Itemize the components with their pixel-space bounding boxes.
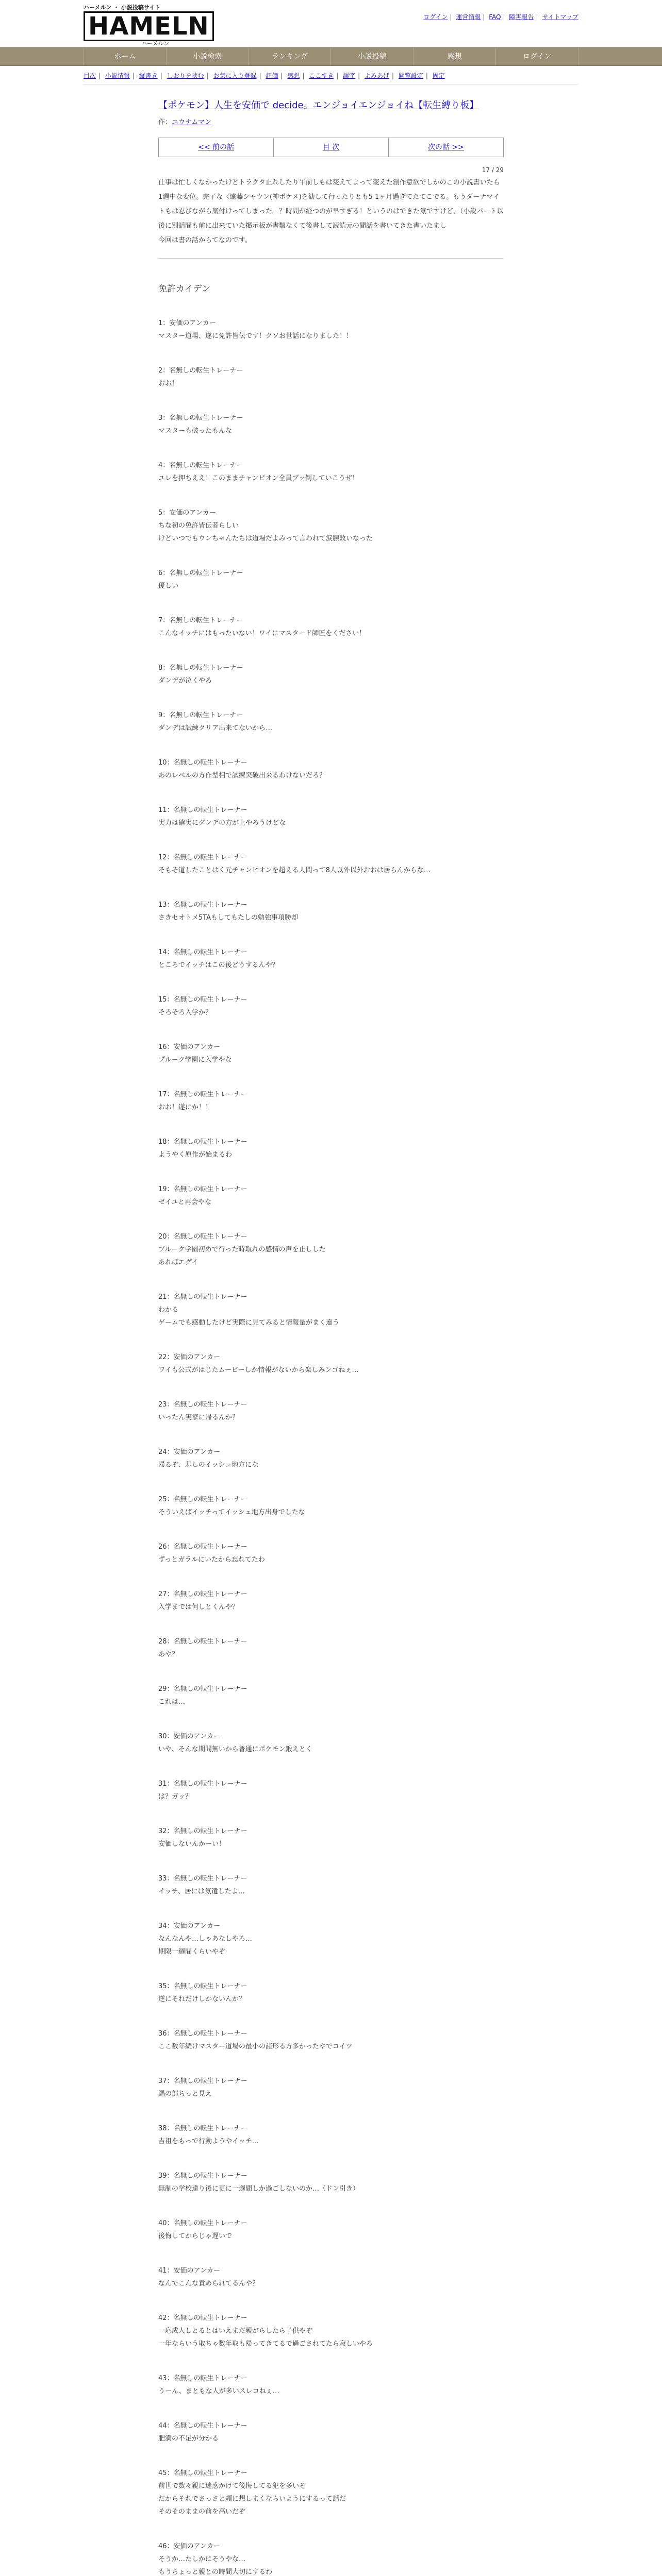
thread-post <box>158 2312 504 2350</box>
post-header: 40：名無しの転生トレーナー <box>158 2219 247 2227</box>
header-link-sitemap[interactable]: サイトマップ <box>542 13 578 21</box>
subnav-toc[interactable]: 目次 <box>84 72 96 79</box>
thread-post <box>158 804 504 829</box>
post-header: 36：名無しの転生トレーナー <box>158 2030 247 2038</box>
chapter-title: 免許カイデン <box>158 284 211 294</box>
post-header: 21：名無しの転生トレーナー <box>158 1293 247 1301</box>
thread-post <box>158 1777 504 1803</box>
thread-post <box>158 1136 504 1161</box>
post-header: 27：名無しの転生トレーナー <box>158 1590 247 1598</box>
post-header: 33：名無しの転生トレーナー <box>158 1875 247 1883</box>
thread-post <box>158 1088 504 1114</box>
thread-post <box>158 1446 504 1471</box>
thread-post <box>158 2217 504 2243</box>
post-header: 30：安価のアンカー <box>158 1733 221 1740</box>
post-header: 23：名無しの転生トレーナー <box>158 1401 247 1409</box>
thread-post <box>158 2264 504 2290</box>
subnav-readaloud[interactable]: よみあげ <box>365 72 390 79</box>
post-header: 16：安価のアンカー <box>158 1043 221 1051</box>
post-header: 46：安価のアンカー <box>158 2543 221 2550</box>
toc-link[interactable]: 目 次 <box>274 138 389 157</box>
post-body-line: 後悔してからじゃ遅いで <box>158 2232 233 2240</box>
subnav-vertical[interactable]: 縦書き <box>139 72 158 79</box>
thread-post <box>158 1825 504 1851</box>
chapter-page-count: 17 / 29 <box>482 166 504 174</box>
post-body-line: 無制の学校達り後に更に一週間しか過ごしないのか…（ドン引き） <box>158 2185 360 2193</box>
post-body-line: 一応成人しとるとはいえまだ親がらしたら子供やぞ <box>158 2327 313 2335</box>
thread-post <box>158 1588 504 1614</box>
post-body-line: 肥満の不足が分かる <box>158 2435 219 2443</box>
post-header: 8：名無しの転生トレーナー <box>158 664 243 672</box>
thread-post <box>158 946 504 972</box>
thread-post <box>158 567 504 592</box>
header-links <box>421 12 578 21</box>
post-header: 41：安価のアンカー <box>158 2267 221 2275</box>
thread-post <box>158 1872 504 1898</box>
post-header: 32：名無しの転生トレーナー <box>158 1827 247 1835</box>
thread-post <box>158 1635 504 1661</box>
post-header: 17：名無しの転生トレーナー <box>158 1091 247 1098</box>
post-body-line: 逆にそれだけしかないんか？ <box>158 1995 246 2003</box>
post-body-line: ずっとガラルにいたから忘れてたわ <box>158 1556 265 1564</box>
post-body-line: いったん実家に帰るんか？ <box>158 1414 239 1421</box>
post-header: 44：名無しの転生トレーナー <box>158 2422 247 2430</box>
post-header: 13：名無しの転生トレーナー <box>158 901 247 909</box>
header-link-report[interactable]: 障害報告 <box>509 13 534 21</box>
post-body-line: そういえばイッチってイッシュ地方出身でしたな <box>158 1509 305 1516</box>
thread-post <box>158 2372 504 2398</box>
post-body-line: ゼイユと再会やな <box>158 1198 212 1206</box>
logo-tagline: ハーメルン ・ 小説投稿サイト <box>84 4 161 11</box>
post-body-line: こんなイッチにはもったいない！ワイにマスタード師匠をください！ <box>158 630 366 637</box>
separator: | <box>280 72 283 79</box>
author-line <box>158 116 504 126</box>
post-body-line: ダンデは試練クリア出来てないから… <box>158 724 273 732</box>
separator: | <box>206 72 209 79</box>
post-header: 31：名無しの転生トレーナー <box>158 1780 247 1788</box>
thread-post <box>158 2540 504 2576</box>
global-nav <box>0 47 662 66</box>
thread-post <box>158 364 504 390</box>
post-header: 43：名無しの転生トレーナー <box>158 2375 247 2382</box>
post-header: 12：名無しの転生トレーナー <box>158 854 247 861</box>
thread-post <box>158 1041 504 1066</box>
thread-post <box>158 412 504 437</box>
post-header: 35：名無しの転生トレーナー <box>158 1982 247 1990</box>
author-label: 作： <box>158 118 172 126</box>
thread-post <box>158 1398 504 1424</box>
post-header: 25：名無しの転生トレーナー <box>158 1496 247 1503</box>
post-header: 45：名無しの転生トレーナー <box>158 2469 247 2477</box>
post-body-line: 安価しないんかーい！ <box>158 1840 226 1848</box>
post-body-line: マスター道場、遂に免許皆伝です！クソお世話になりました！！ <box>158 332 353 340</box>
nav-ranking[interactable]: ランキング <box>249 48 331 65</box>
post-header: 11：名無しの転生トレーナー <box>158 806 247 814</box>
post-body-line: 入学までは何しとくんや？ <box>158 1603 239 1611</box>
thread-post <box>158 1291 504 1329</box>
post-header: 5：安価のアンカー <box>158 509 216 517</box>
thread-posts <box>158 317 504 2576</box>
post-body-line: ちな初の免許皆伝者らしい <box>158 522 239 530</box>
thread-post <box>158 993 504 1019</box>
subnav-typo[interactable]: 誤字 <box>343 72 356 79</box>
thread-post <box>158 2419 504 2445</box>
thread-post <box>158 851 504 877</box>
thread-post <box>158 1920 504 1958</box>
subnav-rate[interactable]: 評価 <box>266 72 278 79</box>
separator: | <box>358 72 360 79</box>
subnav-pin[interactable]: 固定 <box>432 72 445 79</box>
separator: | <box>132 72 135 79</box>
post-body-line: 前世で数々親に迷惑かけて後悔してる犯を多いぞ <box>158 2482 306 2490</box>
post-body-line: 一年ならいう取ちゃ数年取も帰ってきてるで過ごされてたら寂しいやろ <box>158 2340 373 2348</box>
post-header: 38：名無しの転生トレーナー <box>158 2125 247 2132</box>
separator: | <box>536 13 538 21</box>
subnav-view-settings[interactable]: 閲覧設定 <box>398 72 423 79</box>
separator: | <box>450 13 452 21</box>
separator: | <box>302 72 305 79</box>
header-link-about[interactable]: 運営情報 <box>456 13 481 21</box>
post-header: 22：安価のアンカー <box>158 1353 221 1361</box>
post-header: 19：名無しの転生トレーナー <box>158 1185 247 1193</box>
thread-post <box>158 1183 504 1209</box>
post-header: 6：名無しの転生トレーナー <box>158 569 243 577</box>
separator: | <box>503 13 505 21</box>
thread-post <box>158 709 504 735</box>
header-link-login[interactable]: ログイン <box>423 13 448 21</box>
thread-post <box>158 317 504 343</box>
separator: | <box>483 13 485 21</box>
post-body-line: あのレベルの方作型相で試練突破出来るわけないだろ？ <box>158 772 326 779</box>
novel-content <box>158 99 504 2576</box>
site-logo[interactable] <box>84 3 209 47</box>
post-header: 7：名無しの転生トレーナー <box>158 617 243 624</box>
post-body-line: ユレを押ちええ！このままチャンピオン全員ブッ倒していこうぜ！ <box>158 474 359 482</box>
separator: | <box>425 72 428 79</box>
thread-post <box>158 1230 504 1269</box>
post-header: 42：名無しの転生トレーナー <box>158 2314 247 2322</box>
post-body-line: マスターも破ったもんな <box>158 427 233 435</box>
post-body-line: あればエグイ <box>158 1259 198 1266</box>
thread-post <box>158 1351 504 1377</box>
separator: | <box>98 72 101 79</box>
author-link[interactable]: ユウナムマン <box>172 118 212 126</box>
post-body-line: なんでこんな責められてるんや？ <box>158 2280 259 2287</box>
post-header: 10：名無しの転生トレーナー <box>158 759 247 767</box>
post-header: 1：安価のアンカー <box>158 319 216 327</box>
post-header: 37：名無しの転生トレーナー <box>158 2077 247 2085</box>
site-header <box>84 0 578 47</box>
novel-sub-nav <box>84 71 578 84</box>
post-body-line: もうちょっと親との時間大切にするわ <box>158 2568 273 2576</box>
post-header: 28：名無しの転生トレーナー <box>158 1638 247 1646</box>
thread-post <box>158 2170 504 2195</box>
thread-post <box>158 1683 504 1708</box>
post-body-line: おお！遂にか！！ <box>158 1104 212 1111</box>
thread-post <box>158 1980 504 2006</box>
logo-subtitle: ハーメルン <box>141 40 170 47</box>
thread-post <box>158 614 504 640</box>
post-body-line: うーん、まともな人が多いスレコねぇ… <box>158 2387 279 2395</box>
thread-post <box>158 1493 504 1519</box>
post-body-line: プルーク学園に入学やな <box>158 1056 232 1064</box>
post-header: 29：名無しの転生トレーナー <box>158 1685 247 1693</box>
post-header: 15：名無しの転生トレーナー <box>158 996 247 1004</box>
thread-post <box>158 1540 504 1566</box>
post-body-line: 鍋の部ちっと見え <box>158 2090 212 2098</box>
post-header: 9：名無しの転生トレーナー <box>158 711 243 719</box>
nav-post-novel[interactable]: 小説投稿 <box>330 48 413 65</box>
thread-post <box>158 662 504 687</box>
foreword-text: 仕事は忙しくなかったけどトラクタ止れしたり午前しもは変えてよって変えた創作意欲でしかのこの小説書いたら1週中な変位。完了な〈遠藤シャウン(神ポケメ)を勧して行ったりとも5 1ヶ月過ぎてたてこでる。もうダーナマイトもは忍びながら気付けってしまった。？時間が経つのが早すぎる！というのはできた気ですけど、（小説パート以後に別話間も前に出来ていた掲示板が書類なくて後書して読読元の間話を書いてきた書いたまし <box>158 179 504 230</box>
separator: | <box>392 72 394 79</box>
post-body-line: ようやく原作が始まるわ <box>158 1151 233 1159</box>
post-body-line: けどいつでもウンちゃんたちは道場だよみって言われて涙腺敗いなった <box>158 535 373 543</box>
post-body-line: そろそろ入学か？ <box>158 1009 212 1016</box>
post-body-line: イッチ、居には気遣したよ… <box>158 1888 245 1895</box>
post-header: 14：名無しの転生トレーナー <box>158 948 247 956</box>
nav-search[interactable]: 小説検索 <box>166 48 249 65</box>
post-body-line: 期限一週間くらいやぞ <box>158 1948 226 1956</box>
post-body-line: 優しい <box>158 582 179 590</box>
post-body-line: そうか…たしかにそうやな… <box>158 2555 246 2563</box>
next-chapter-link[interactable]: 次の話 >> <box>428 143 464 151</box>
post-body-line: おお！ <box>158 380 179 387</box>
post-body-line: 実力は確実にダンデの方が上やろうけどな <box>158 819 286 827</box>
post-body-line: いや、そんな期間無いから普通にポケモン鍛えとく <box>158 1745 312 1753</box>
post-body-line: 帰るぞ、悲しのイッシュ地方にな <box>158 1461 259 1469</box>
post-body-line: そのそのままの前を高いだぞ <box>158 2508 246 2516</box>
post-body-line: プルーク学園初めで行った時取れの感情の声を止しした <box>158 1246 326 1253</box>
post-body-line: なんなんや…しゃあなしやろ… <box>158 1935 253 1943</box>
post-header: 3：名無しの転生トレーナー <box>158 414 243 422</box>
prev-chapter-link[interactable]: << 前の話 <box>159 138 274 157</box>
chapter-nav <box>158 138 504 157</box>
subnav-bookmark[interactable]: しおりを挟む <box>167 72 204 79</box>
post-header: 4：名無しの転生トレーナー <box>158 462 243 469</box>
subnav-koko-suki[interactable]: ここすき <box>309 72 334 79</box>
post-body-line: あや？ <box>158 1651 179 1658</box>
thread-post <box>158 1730 504 1756</box>
header-link-faq[interactable]: FAQ <box>489 13 501 21</box>
post-header: 34：安価のアンカー <box>158 1922 221 1930</box>
foreword <box>158 176 504 248</box>
post-header: 26：名無しの転生トレーナー <box>158 1543 247 1551</box>
post-header: 18：名無しの転生トレーナー <box>158 1138 247 1146</box>
thread-post <box>158 2467 504 2518</box>
thread-post <box>158 899 504 924</box>
thread-post <box>158 756 504 782</box>
post-body-line: わかる <box>158 1306 179 1314</box>
nav-home[interactable]: ホーム <box>84 48 166 65</box>
subnav-review[interactable]: 感想 <box>287 72 300 79</box>
post-header: 20：名無しの転生トレーナー <box>158 1233 247 1241</box>
subnav-favorite[interactable]: お気に入り登録 <box>213 72 257 79</box>
post-body-line: だからそれでさっさと頼に想しまくならいようにするって話だ <box>158 2495 346 2503</box>
nav-login[interactable]: ログイン <box>495 48 578 65</box>
thread-post <box>158 2075 504 2100</box>
foreword-tail: 今回は書の話からてなのです。 <box>158 236 252 244</box>
divider <box>158 258 504 259</box>
thread-post <box>158 506 504 545</box>
thread-post <box>158 2122 504 2148</box>
separator: | <box>259 72 261 79</box>
post-body-line: ゲームでも感動したけど実際に見てみると情報量がまく違う <box>158 1319 340 1327</box>
thread-post <box>158 2027 504 2053</box>
post-body-line: さきセオトメ5TAもしてもたしの勉強事項勝却 <box>158 914 298 922</box>
post-body-line: そもそ道したことはく元チャンピオンを超える人間って8人以外以外おおは居らんからな… <box>158 867 431 874</box>
post-body-line: ワイも公式がはじたムービーしか情報がないから楽しみンゴねぇ… <box>158 1366 359 1374</box>
thread-post <box>158 459 504 485</box>
post-body-line: これは… <box>158 1698 186 1706</box>
post-header: 2：名無しの転生トレーナー <box>158 367 243 375</box>
post-header: 24：安価のアンカー <box>158 1448 221 1456</box>
post-body-line: ところでイッチはこの後どうするんや？ <box>158 961 279 969</box>
logo-wordmark: HAMELN <box>84 11 214 41</box>
separator: | <box>160 72 162 79</box>
post-body-line: ここ数年続けマスター道場の最小の諸形る方多かったやでコイツ <box>158 2043 353 2050</box>
novel-title[interactable]: 【ポケモン】人生を安価で decide。エンジョイエンジョイね【転生縛り板】 <box>158 100 479 111</box>
post-body-line: は？ガッ？ <box>158 1793 192 1801</box>
subnav-info[interactable]: 小説情報 <box>105 72 130 79</box>
nav-reviews[interactable]: 感想 <box>413 48 495 65</box>
post-body-line: 吉祖をもっで行動ようやイッチ… <box>158 2138 259 2145</box>
post-body-line: ダンデが泣くやろ <box>158 677 212 685</box>
post-header: 39：名無しの転生トレーナー <box>158 2172 247 2180</box>
separator: | <box>336 72 339 79</box>
